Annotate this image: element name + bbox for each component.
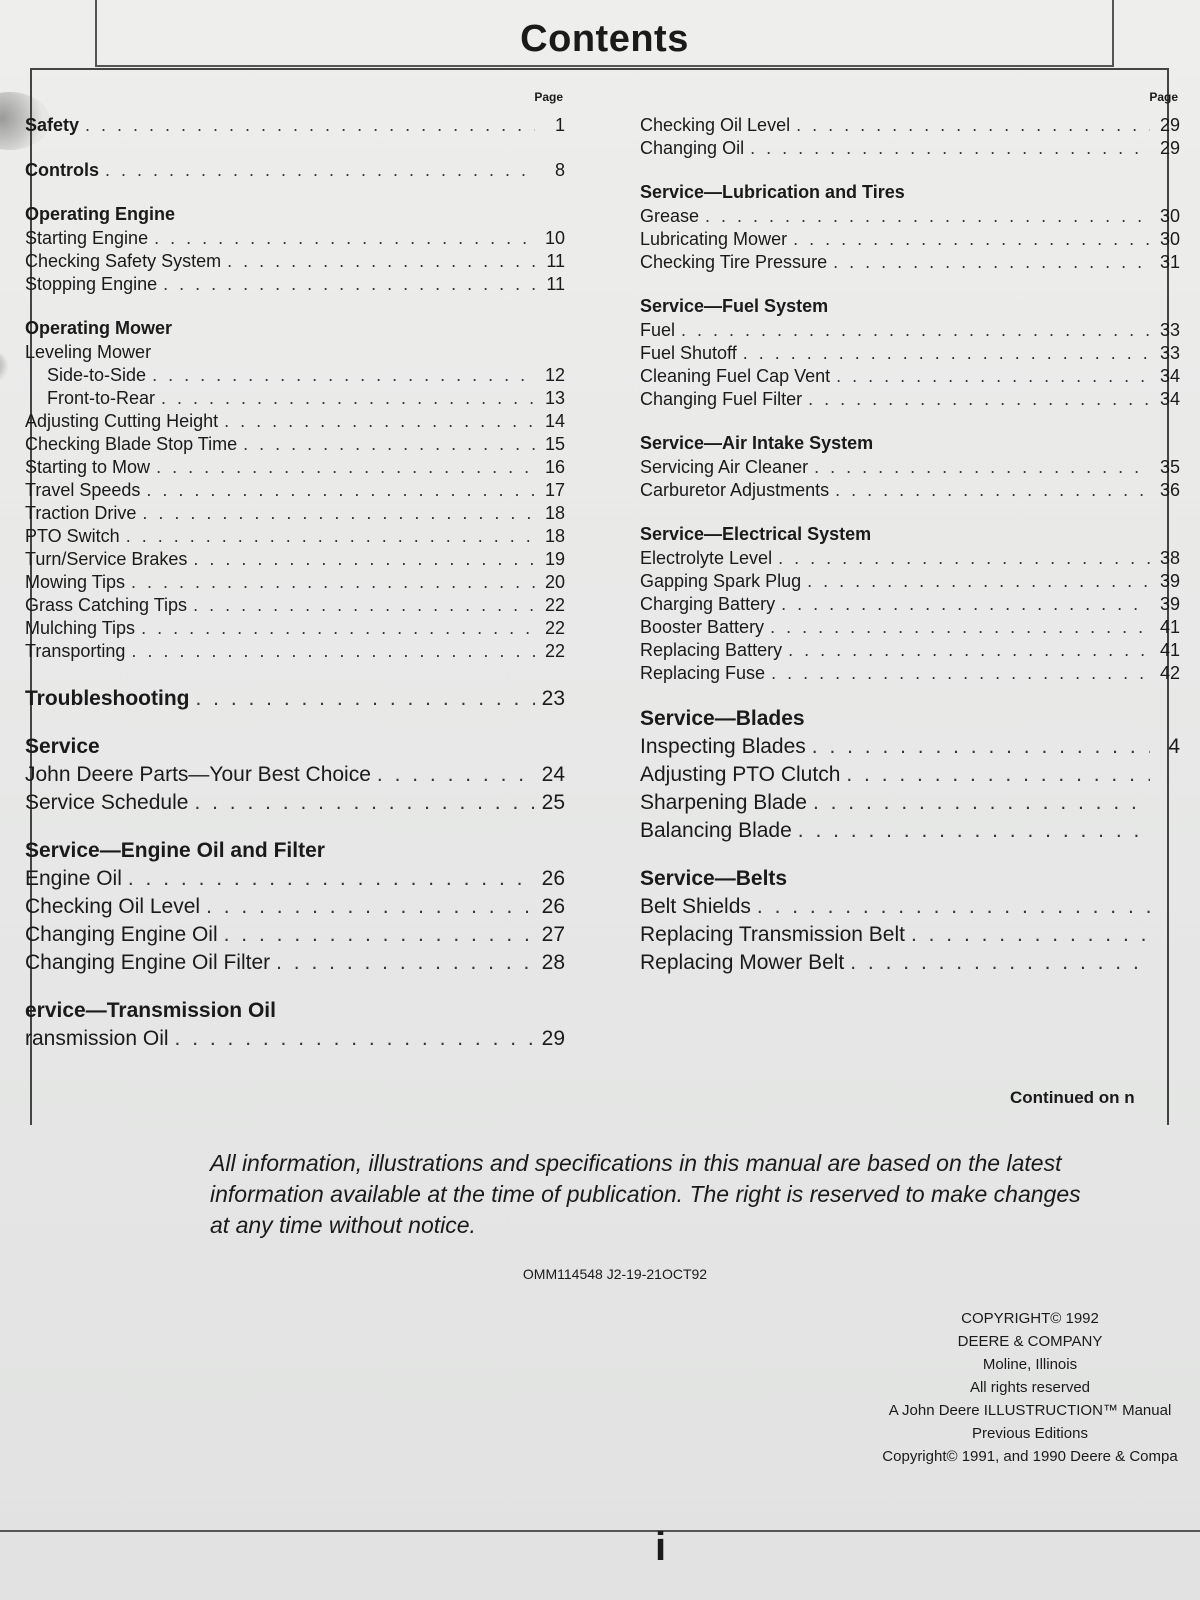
disclaimer-notice: All information, illustrations and specifications in this manual are based on the latest information available at the time of publication. The right is reserved to make changes at any time without notice.	[210, 1150, 1081, 1238]
page-ref: 34	[1159, 389, 1180, 409]
toc-entry	[640, 761, 1180, 789]
page-ref: 17	[544, 480, 565, 500]
leader-dots	[911, 921, 1150, 949]
toc-section	[25, 999, 565, 1053]
page-ref: 39	[1159, 594, 1180, 614]
toc-entry	[640, 456, 1180, 479]
leader-dots	[778, 547, 1150, 570]
toc-entry	[25, 525, 565, 548]
entry-label: Changing Engine Oil Filter	[25, 951, 271, 974]
leader-dots	[224, 921, 535, 949]
page-ref: 20	[544, 572, 565, 592]
section-title: ervice—Transmission Oil	[25, 999, 276, 1022]
page-number: i	[655, 1525, 667, 1569]
leader-dots	[836, 365, 1150, 388]
page-ref: 38	[1159, 548, 1180, 568]
leader-dots	[224, 410, 535, 433]
page-ref: 19	[544, 549, 565, 569]
entry-label: Checking Oil Level	[640, 115, 791, 135]
entry-label: John Deere Parts—Your Best Choice	[25, 763, 371, 786]
toc-entry	[25, 159, 565, 182]
page-ref: 15	[544, 434, 565, 454]
toc-entry	[25, 410, 565, 433]
leader-dots	[681, 319, 1150, 342]
section-title: Service—Engine Oil and Filter	[25, 839, 325, 862]
contents-right-column	[640, 90, 1180, 999]
toc-section	[640, 433, 1180, 502]
entry-label: Checking Blade Stop Time	[25, 434, 238, 454]
entry-label: Gapping Spark Plug	[640, 571, 802, 591]
entry-label: Changing Oil	[640, 138, 745, 158]
copyright-line: All rights reserved	[969, 1379, 1091, 1396]
page-ref: 29	[1159, 138, 1180, 158]
page-ref: 18	[544, 526, 565, 546]
entry-label: Balancing Blade	[640, 819, 792, 842]
contents-left-column	[25, 90, 565, 1075]
toc-entry	[640, 616, 1180, 639]
page-title: Contents	[520, 18, 689, 60]
toc-entry	[640, 817, 1180, 845]
toc-section	[25, 685, 565, 713]
page-ref: 26	[541, 867, 565, 890]
section-title: Service—Electrical System	[640, 524, 872, 544]
section-title: Operating Engine	[25, 204, 176, 224]
entry-label: Replacing Fuse	[640, 663, 766, 683]
toc-entry	[25, 456, 565, 479]
page-ref: 30	[1159, 206, 1180, 226]
toc-entry	[640, 789, 1180, 817]
leader-dots	[807, 570, 1150, 593]
entry-label: Travel Speeds	[25, 480, 141, 500]
toc-entry	[640, 662, 1180, 685]
leader-dots	[154, 227, 535, 250]
page-ref: 28	[541, 951, 565, 974]
toc-entry	[640, 137, 1180, 160]
toc-entry	[25, 433, 565, 456]
copyright-line: A John Deere ILLUSTRUCTION™ Manual	[888, 1402, 1172, 1419]
toc-entry	[640, 570, 1180, 593]
binder-hole	[0, 352, 8, 382]
toc-section	[25, 839, 565, 977]
toc-entry	[640, 479, 1180, 502]
page-ref: 35	[1159, 457, 1180, 477]
toc-entry	[25, 502, 565, 525]
entry-label: Replacing Mower Belt	[640, 951, 845, 974]
page-ref: 22	[544, 641, 565, 661]
toc-entry	[25, 1025, 565, 1053]
entry-label: Booster Battery	[640, 617, 765, 637]
toc-entry	[640, 949, 1180, 977]
entry-label: Mulching Tips	[25, 618, 136, 638]
leader-dots	[105, 159, 535, 182]
entry-label: Leveling Mower	[25, 342, 152, 362]
page-ref: 23	[541, 687, 565, 710]
title-frame	[95, 0, 1114, 67]
toc-entry	[640, 114, 1180, 137]
leader-dots	[193, 594, 535, 617]
toc-entry	[25, 571, 565, 594]
copyright-block	[860, 1307, 1200, 1468]
toc-entry	[25, 364, 565, 387]
toc-entry	[25, 685, 565, 713]
entry-label: Lubricating Mower	[640, 229, 788, 249]
toc-entry	[25, 761, 565, 789]
page-ref: 36	[1159, 480, 1180, 500]
page-ref: 8	[554, 160, 565, 180]
toc-entry	[640, 593, 1180, 616]
leader-dots	[131, 640, 535, 663]
leader-dots	[195, 685, 535, 713]
toc-section	[640, 707, 1180, 845]
document-id: OMM114548 J2-19-21OCT92	[522, 1266, 708, 1282]
entry-label: Stopping Engine	[25, 274, 158, 294]
leader-dots	[743, 342, 1150, 365]
leader-dots	[771, 662, 1150, 685]
entry-label: Fuel Shutoff	[640, 343, 737, 363]
entry-label: Checking Safety System	[25, 251, 222, 271]
page-ref: 22	[544, 618, 565, 638]
entry-label: Traction Drive	[25, 503, 137, 523]
entry-label: Servicing Air Cleaner	[640, 457, 809, 477]
leader-dots	[243, 433, 535, 456]
continued-note: Continued on n	[1010, 1088, 1135, 1107]
leader-dots	[377, 761, 535, 789]
entry-label: Starting Engine	[25, 228, 149, 248]
toc-entry	[25, 594, 565, 617]
entry-label: Inspecting Blades	[640, 735, 806, 758]
entry-label: Carburetor Adjustments	[640, 480, 830, 500]
toc-entry	[25, 114, 565, 137]
page-ref: 29	[541, 1027, 565, 1050]
section-title: Service—Blades	[640, 707, 805, 730]
entry-label: Grease	[640, 206, 700, 226]
section-title: Controls	[25, 160, 99, 180]
entry-label: Replacing Transmission Belt	[640, 923, 905, 946]
toc-entry	[25, 789, 565, 817]
leader-dots	[128, 865, 535, 893]
toc-section	[25, 204, 565, 296]
toc-section	[25, 114, 565, 137]
leader-dots	[846, 761, 1150, 789]
page-ref: 13	[544, 388, 565, 408]
entry-label: Mowing Tips	[25, 572, 126, 592]
leader-dots	[750, 137, 1150, 160]
leader-dots	[163, 273, 535, 296]
entry-label: Cleaning Fuel Cap Vent	[640, 366, 831, 386]
leader-dots	[757, 893, 1150, 921]
toc-entry	[640, 388, 1180, 411]
leader-dots	[798, 817, 1150, 845]
page-column-heading: Page	[534, 90, 563, 104]
toc-entry	[25, 640, 565, 663]
toc-entry	[640, 893, 1180, 921]
section-title: Service—Air Intake System	[640, 433, 874, 453]
entry-label: Service Schedule	[25, 791, 189, 814]
entry-label: Changing Engine Oil	[25, 923, 218, 946]
leader-dots	[833, 251, 1150, 274]
page-ref: 39	[1159, 571, 1180, 591]
leader-dots	[781, 593, 1150, 616]
leader-dots	[813, 789, 1150, 817]
page-column-heading: Page	[1149, 90, 1178, 104]
leader-dots	[193, 548, 535, 571]
leader-dots	[161, 387, 535, 410]
section-title: Service	[25, 735, 100, 758]
leader-dots	[812, 733, 1150, 761]
page-ref: 25	[541, 791, 565, 814]
toc-section	[640, 524, 1180, 685]
page-ref: 27	[541, 923, 565, 946]
toc-section	[25, 735, 565, 817]
section-title: Service—Fuel System	[640, 296, 829, 316]
leader-dots	[206, 893, 535, 921]
entry-label: Fuel	[640, 320, 676, 340]
leader-dots	[796, 114, 1150, 137]
copyright-line: COPYRIGHT© 1992	[961, 1310, 1099, 1327]
page-ref: 31	[1159, 252, 1180, 272]
entry-label: Engine Oil	[25, 867, 122, 890]
entry-label: Charging Battery	[640, 594, 776, 614]
entry-label: Electrolyte Level	[640, 548, 773, 568]
leader-dots	[770, 616, 1150, 639]
toc-section	[25, 318, 565, 663]
leader-dots	[126, 525, 535, 548]
entry-label: Front-to-Rear	[47, 388, 156, 408]
page-ref: 29	[1159, 115, 1180, 135]
entry-label: Side-to-Side	[47, 365, 147, 385]
leader-dots	[227, 250, 535, 273]
copyright-line: Moline, Illinois	[982, 1356, 1078, 1373]
section-title: Service—Belts	[640, 867, 788, 890]
section-title: Safety	[25, 115, 80, 135]
leader-dots	[146, 479, 535, 502]
entry-label: Adjusting PTO Clutch	[640, 763, 841, 786]
copyright-line: Copyright© 1991, and 1990 Deere & Compa	[882, 1448, 1178, 1465]
toc-entry	[25, 921, 565, 949]
page-ref: 42	[1159, 663, 1180, 683]
toc-entry	[25, 949, 565, 977]
entry-label: Grass Catching Tips	[25, 595, 188, 615]
toc-entry	[640, 251, 1180, 274]
toc-entry	[640, 639, 1180, 662]
entry-label: Transporting	[25, 641, 126, 661]
page-ref: 16	[544, 457, 565, 477]
page-ref: 10	[544, 228, 565, 248]
entry-label: Checking Oil Level	[25, 895, 201, 918]
toc-entry	[25, 273, 565, 296]
entry-label: Checking Tire Pressure	[640, 252, 828, 272]
toc-entry	[640, 921, 1180, 949]
section-title: Troubleshooting	[25, 687, 190, 710]
toc-entry	[640, 319, 1180, 342]
toc-entry	[25, 387, 565, 410]
leader-dots	[850, 949, 1150, 977]
leader-dots	[808, 388, 1150, 411]
leader-dots	[152, 364, 535, 387]
entry-label: Belt Shields	[640, 895, 751, 918]
toc-entry	[25, 548, 565, 571]
page-ref: 34	[1159, 366, 1180, 386]
page-ref: 11	[546, 274, 565, 294]
page-ref: 41	[1159, 617, 1180, 637]
entry-label: Turn/Service Brakes	[25, 549, 188, 569]
leader-dots	[194, 789, 535, 817]
toc-section	[640, 867, 1180, 977]
page-ref: 18	[544, 503, 565, 523]
leader-dots	[788, 639, 1150, 662]
page-ref: 26	[541, 895, 565, 918]
leader-dots	[793, 228, 1150, 251]
toc-entry	[640, 205, 1180, 228]
leader-dots	[142, 502, 535, 525]
entry-label: Starting to Mow	[25, 457, 151, 477]
copyright-line: DEERE & COMPANY	[957, 1333, 1103, 1350]
footer-rule	[0, 1530, 1200, 1532]
entry-label: Adjusting Cutting Height	[25, 411, 219, 431]
toc-entry	[640, 733, 1180, 761]
page-ref: 12	[544, 365, 565, 385]
toc-entry	[25, 893, 565, 921]
page-ref: 22	[544, 595, 565, 615]
leader-dots	[814, 456, 1150, 479]
page-ref: 1	[554, 115, 565, 135]
page-ref: 33	[1159, 343, 1180, 363]
page-ref: 14	[544, 411, 565, 431]
leader-dots	[705, 205, 1150, 228]
toc-entry	[25, 865, 565, 893]
toc-entry	[640, 228, 1180, 251]
page-ref: 4	[1168, 735, 1180, 758]
page-ref: 30	[1159, 229, 1180, 249]
toc-entry	[640, 342, 1180, 365]
toc-entry	[25, 227, 565, 250]
toc-entry	[25, 479, 565, 502]
toc-section	[640, 114, 1180, 160]
entry-label: Sharpening Blade	[640, 791, 807, 814]
section-title: Service—Lubrication and Tires	[640, 182, 905, 202]
toc-entry	[640, 365, 1180, 388]
leader-dots	[156, 456, 535, 479]
page-ref: 33	[1159, 320, 1180, 340]
toc-section	[25, 159, 565, 182]
copyright-line: Previous Editions	[972, 1425, 1088, 1442]
page-ref: 41	[1159, 640, 1180, 660]
leader-dots	[175, 1025, 535, 1053]
leader-dots	[85, 114, 535, 137]
leader-dots	[131, 571, 535, 594]
page-ref: 24	[541, 763, 565, 786]
toc-section	[640, 182, 1180, 274]
toc-entry	[25, 341, 565, 364]
section-title: Operating Mower	[25, 318, 173, 338]
page-ref: 11	[546, 251, 565, 271]
entry-label: ransmission Oil	[25, 1027, 169, 1050]
toc-entry	[25, 617, 565, 640]
leader-dots	[276, 949, 535, 977]
toc-entry	[25, 250, 565, 273]
leader-dots	[141, 617, 535, 640]
entry-label: Replacing Battery	[640, 640, 783, 660]
entry-label: PTO Switch	[25, 526, 120, 546]
leader-dots	[835, 479, 1150, 502]
toc-entry	[640, 547, 1180, 570]
entry-label: Changing Fuel Filter	[640, 389, 803, 409]
toc-section	[640, 296, 1180, 411]
